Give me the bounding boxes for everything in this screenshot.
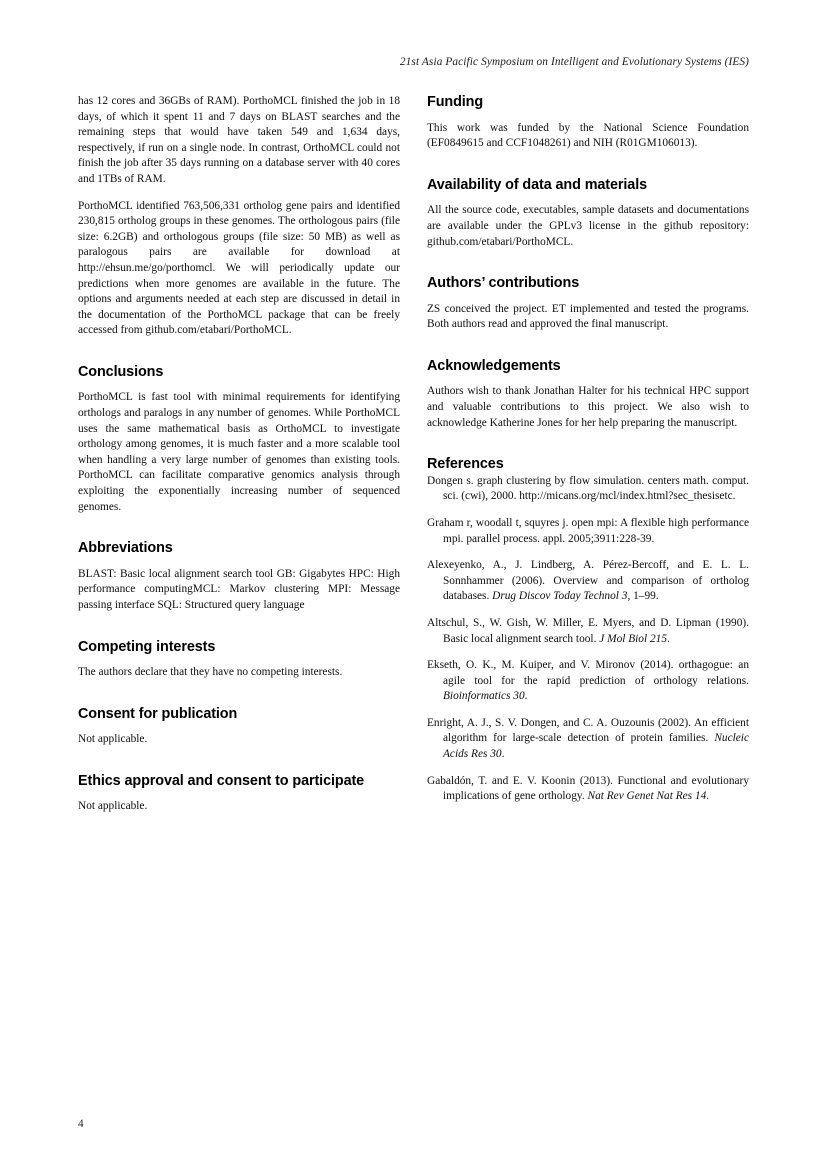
section-ethics-approval (78, 773, 400, 815)
reference-text: Graham r, woodall t, squyres j. open mpi: A flexible high performance mpi. parallel process. appl. 2005;3911:228-39. (427, 516, 749, 545)
section-abbreviations (78, 540, 400, 613)
section-body-conclusions: PorthoMCL is fast tool with minimal requirements for identifying orthologs and paralogs in any number of genomes. While PorthoMCL uses the same mathematical basis as OrthoMCL to investigate orthology among genomes, it is much faster and a more scalable tool when handling a very large number of genomes than existing tools. PorthoMCL can facilitate comparative genomics analysis through exploiting the exponentially increasing number of sequenced genomes. (78, 391, 400, 513)
reference-journal: Nucleic Acids Res 30 (443, 732, 749, 761)
section-references (427, 456, 749, 805)
left-column (78, 94, 400, 1084)
section-heading-acknowledgements: Acknowledgements (427, 357, 561, 374)
reference-pages: . (706, 790, 710, 803)
reference-journal: Drug Discov Today Technol 3 (492, 590, 628, 603)
continued-paragraph: has 12 cores and 36GBs of RAM). PorthoMCL finished the job in 18 days, of which it spent 11 and 7 days on BLAST searches and the remaining steps that would have taken 549 and 1,634 days, respectively, if run on a single node. In contrast, OrthoMCL could not finish the job after 35 days running on a database server with 40 cores and 1TBs of RAM. (78, 95, 400, 185)
reference-entry (427, 716, 749, 763)
reference-list (427, 474, 749, 805)
reference-entry (427, 474, 749, 505)
section-acknowledgements (427, 358, 749, 431)
section-funding (427, 94, 749, 152)
section-heading-references: References (427, 456, 504, 473)
section-authors-contributions (427, 275, 749, 333)
reference-text: Enright, A. J., S. V. Dongen, and C. A. Ouzounis (2002). An efficient algorithm for large-scale detection of protein families. (427, 716, 749, 745)
section-heading-abbreviations: Abbreviations (78, 540, 173, 557)
reference-entry (427, 558, 749, 605)
reference-text: Altschul, S., W. Gish, W. Miller, E. Myers, and D. Lipman (1990). Basic local alignment search tool. (427, 616, 749, 645)
reference-text: Dongen s. graph clustering by flow simulation. centers math. comput. sci. (cwi), 2000. http://micans.org/mcl/index.html?sec_thesisetc. (427, 474, 749, 503)
section-body-authors-contributions: ZS conceived the project. ET implemented and tested the programs. Both authors read and approved the final manuscript. (427, 302, 749, 331)
reference-entry (427, 516, 749, 547)
reference-text: Alexeyenko, A., J. Lindberg, A. Pérez-Bercoff, and E. L. L. Sonnhammer (2006). Overview and comparison of ortholog databases. (427, 559, 749, 603)
section-heading-ethics-approval: Ethics approval and consent to participate (78, 772, 365, 789)
reference-text: Ekseth, O. K., M. Kuiper, and V. Mironov (2014). orthagogue: an agile tool for the rapid prediction of orthology relations. (427, 659, 749, 687)
reference-journal: J Mol Biol 215 (599, 632, 667, 645)
section-body-funding: This work was funded by the National Science Foundation (EF0849615 and CCF1048261) and NIH (R01GM106013). (427, 121, 749, 150)
reference-pages: . (524, 690, 528, 703)
right-column (427, 94, 749, 1084)
section-body-availability: All the source code, executables, sample datasets and documentations are available under the GPLv3 license in the github repository: github.com/etabari/PorthoMCL. (427, 204, 749, 248)
reference-entry (427, 774, 749, 805)
section-consent-for-publication (78, 706, 400, 748)
section-heading-authors-contributions: Authors’ contributions (427, 275, 580, 292)
section-conclusions (78, 364, 400, 515)
reference-pages: , 1–99. (627, 590, 659, 603)
reference-entry (427, 658, 749, 705)
reference-entry (427, 616, 749, 647)
section-heading-funding: Funding (427, 94, 484, 110)
section-body-competing-interests: The authors declare that they have no competing interests. (78, 666, 343, 679)
section-heading-competing-interests: Competing interests (78, 638, 216, 655)
section-heading-consent-for-publication: Consent for publication (78, 705, 238, 722)
reference-journal: Nat Rev Genet Nat Res 14 (587, 790, 707, 803)
section-heading-conclusions: Conclusions (78, 363, 164, 380)
two-column-body (78, 94, 749, 1084)
section-body-abbreviations: BLAST: Basic local alignment search tool GB: Gigabytes HPC: High performance computingMCL: Markov clustering MPI: Message passing interface SQL: Structured query language (78, 567, 400, 611)
reference-journal: Bioinformatics 30 (443, 690, 525, 703)
page-number: 4 (78, 1118, 84, 1130)
section-body-acknowledgements: Authors wish to thank Jonathan Halter for his technical HPC support and valuable contributions to this project. We also wish to acknowledge Katherine Jones for her help preparing the manuscript. (427, 385, 749, 429)
section-availability (427, 177, 749, 250)
reference-pages: . (667, 632, 670, 645)
section-body-ethics-approval: Not applicable. (78, 800, 148, 813)
results-paragraph: PorthoMCL identified 763,506,331 ortholog gene pairs and identified 230,815 ortholog groups in these genomes. The orthologous pairs (file size: 6.2GB) and orthologous groups (file size: 50 MB) as well as paralogous pairs are available for download at http://ehsun.me/go/porthomcl. We will periodically update our predictions when more genomes are available in the future. The options and arguments needed at each step are discussed in detail in the documentation of the PorthoMCL package that can be freely accessed from github.com/etabari/PorthoMCL. (78, 199, 400, 337)
running-head: 21st Asia Pacific Symposium on Intelligent and Evolutionary Systems (IES) (399, 56, 749, 68)
reference-text: Gabaldón, T. and E. V. Koonin (2013). Functional and evolutionary implications of gene orthology. (427, 774, 749, 803)
reference-pages: . (501, 748, 505, 761)
section-body-consent-for-publication: Not applicable. (78, 733, 148, 746)
section-heading-availability: Availability of data and materials (427, 176, 647, 193)
section-competing-interests (78, 639, 400, 681)
